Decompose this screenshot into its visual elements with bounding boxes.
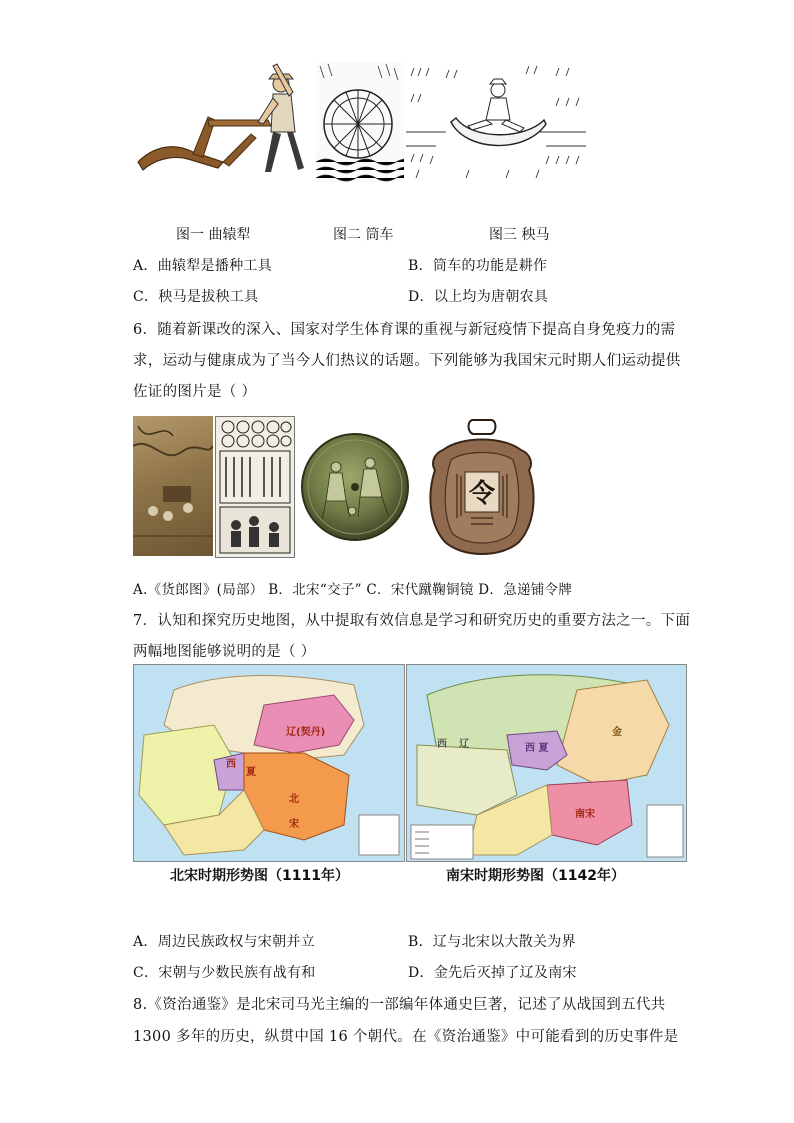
map1-label-bei: 北	[289, 794, 299, 805]
q8-stem-line-2: 1300 多年的历史，纵贯中国 16 个朝代。在《资治通鉴》中可能看到的历史事件是	[133, 1029, 679, 1045]
map2-label-liao: 辽	[459, 739, 469, 750]
q6-stem-line-3: 佐证的图片是（ ）	[133, 384, 257, 400]
q7-stem-line-1: 7．认知和探究历史地图，从中提取有效信息是学习和研究历史的重要方法之一。下面	[133, 613, 691, 629]
q6-stem-line-2: 求，运动与健康成为了当今人们热议的话题。下列能够为我国宋元时期人们运动提供	[133, 353, 681, 369]
map2-caption: 南宋时期形势图（1142年）	[446, 868, 625, 884]
courier-token-plaque-image	[423, 414, 541, 560]
map1-label-song: 宋	[289, 819, 299, 830]
q7-option-a[interactable]: A．周边民族政权与宋朝并立	[133, 934, 316, 950]
figure-2-caption: 图二 筒车	[333, 227, 394, 243]
northern-song-map	[133, 664, 405, 862]
waterwheel-illustration	[316, 62, 404, 182]
cuju-bronze-mirror-image	[300, 431, 410, 543]
q5-option-c[interactable]: C．秧马是拔秧工具	[133, 289, 259, 305]
map2-label-nansong: 南宋	[575, 809, 595, 820]
q6-options-row[interactable]: A.《货郎图》(局部） B．北宋“交子” C．宋代蹴鞠铜镜 D．急递铺令牌	[133, 582, 573, 598]
figure-1-caption: 图一 曲辕犁	[176, 227, 251, 243]
seedling-horse-illustration	[406, 62, 586, 182]
southern-song-map	[406, 664, 687, 862]
map2-label-xixia: 西 夏	[525, 743, 549, 754]
q7-option-d[interactable]: D．金先后灭掉了辽及南宋	[408, 965, 577, 981]
map1-label-xia: 夏	[246, 767, 256, 778]
q5-option-a[interactable]: A．曲辕犁是播种工具	[133, 258, 273, 274]
map2-label-xi: 西	[437, 739, 447, 750]
q8-stem-line-1: 8.《资治通鉴》是北宋司马光主编的一部编年体通史巨著，记述了从战国到五代共	[133, 997, 666, 1013]
q7-stem-line-2: 两幅地图能够说明的是（ ）	[133, 644, 316, 660]
q5-option-d[interactable]: D．以上均为唐朝农具	[408, 289, 549, 305]
map1-caption: 北宋时期形势图（1111年）	[170, 868, 349, 884]
map1-label-xi: 西	[226, 759, 236, 770]
figure-3-caption: 图三 秧马	[489, 227, 550, 243]
map2-label-jin: 金	[612, 727, 622, 738]
q6-stem-line-1: 6．随着新课改的深入、国家对学生体育课的重视与新冠疫情下提高自身免疫力的需	[133, 322, 676, 338]
map1-label-liao: 辽(契丹)	[286, 727, 326, 738]
q5-option-b[interactable]: B．筒车的功能是耕作	[408, 258, 548, 274]
plaque-character: 令	[468, 479, 496, 509]
q7-option-b[interactable]: B．辽与北宋以大散关为界	[408, 934, 576, 950]
peddler-painting-image	[133, 416, 213, 556]
plough-illustration	[133, 62, 313, 182]
jiaozi-banknote-image	[215, 416, 295, 558]
q7-option-c[interactable]: C．宋朝与少数民族有战有和	[133, 965, 316, 981]
